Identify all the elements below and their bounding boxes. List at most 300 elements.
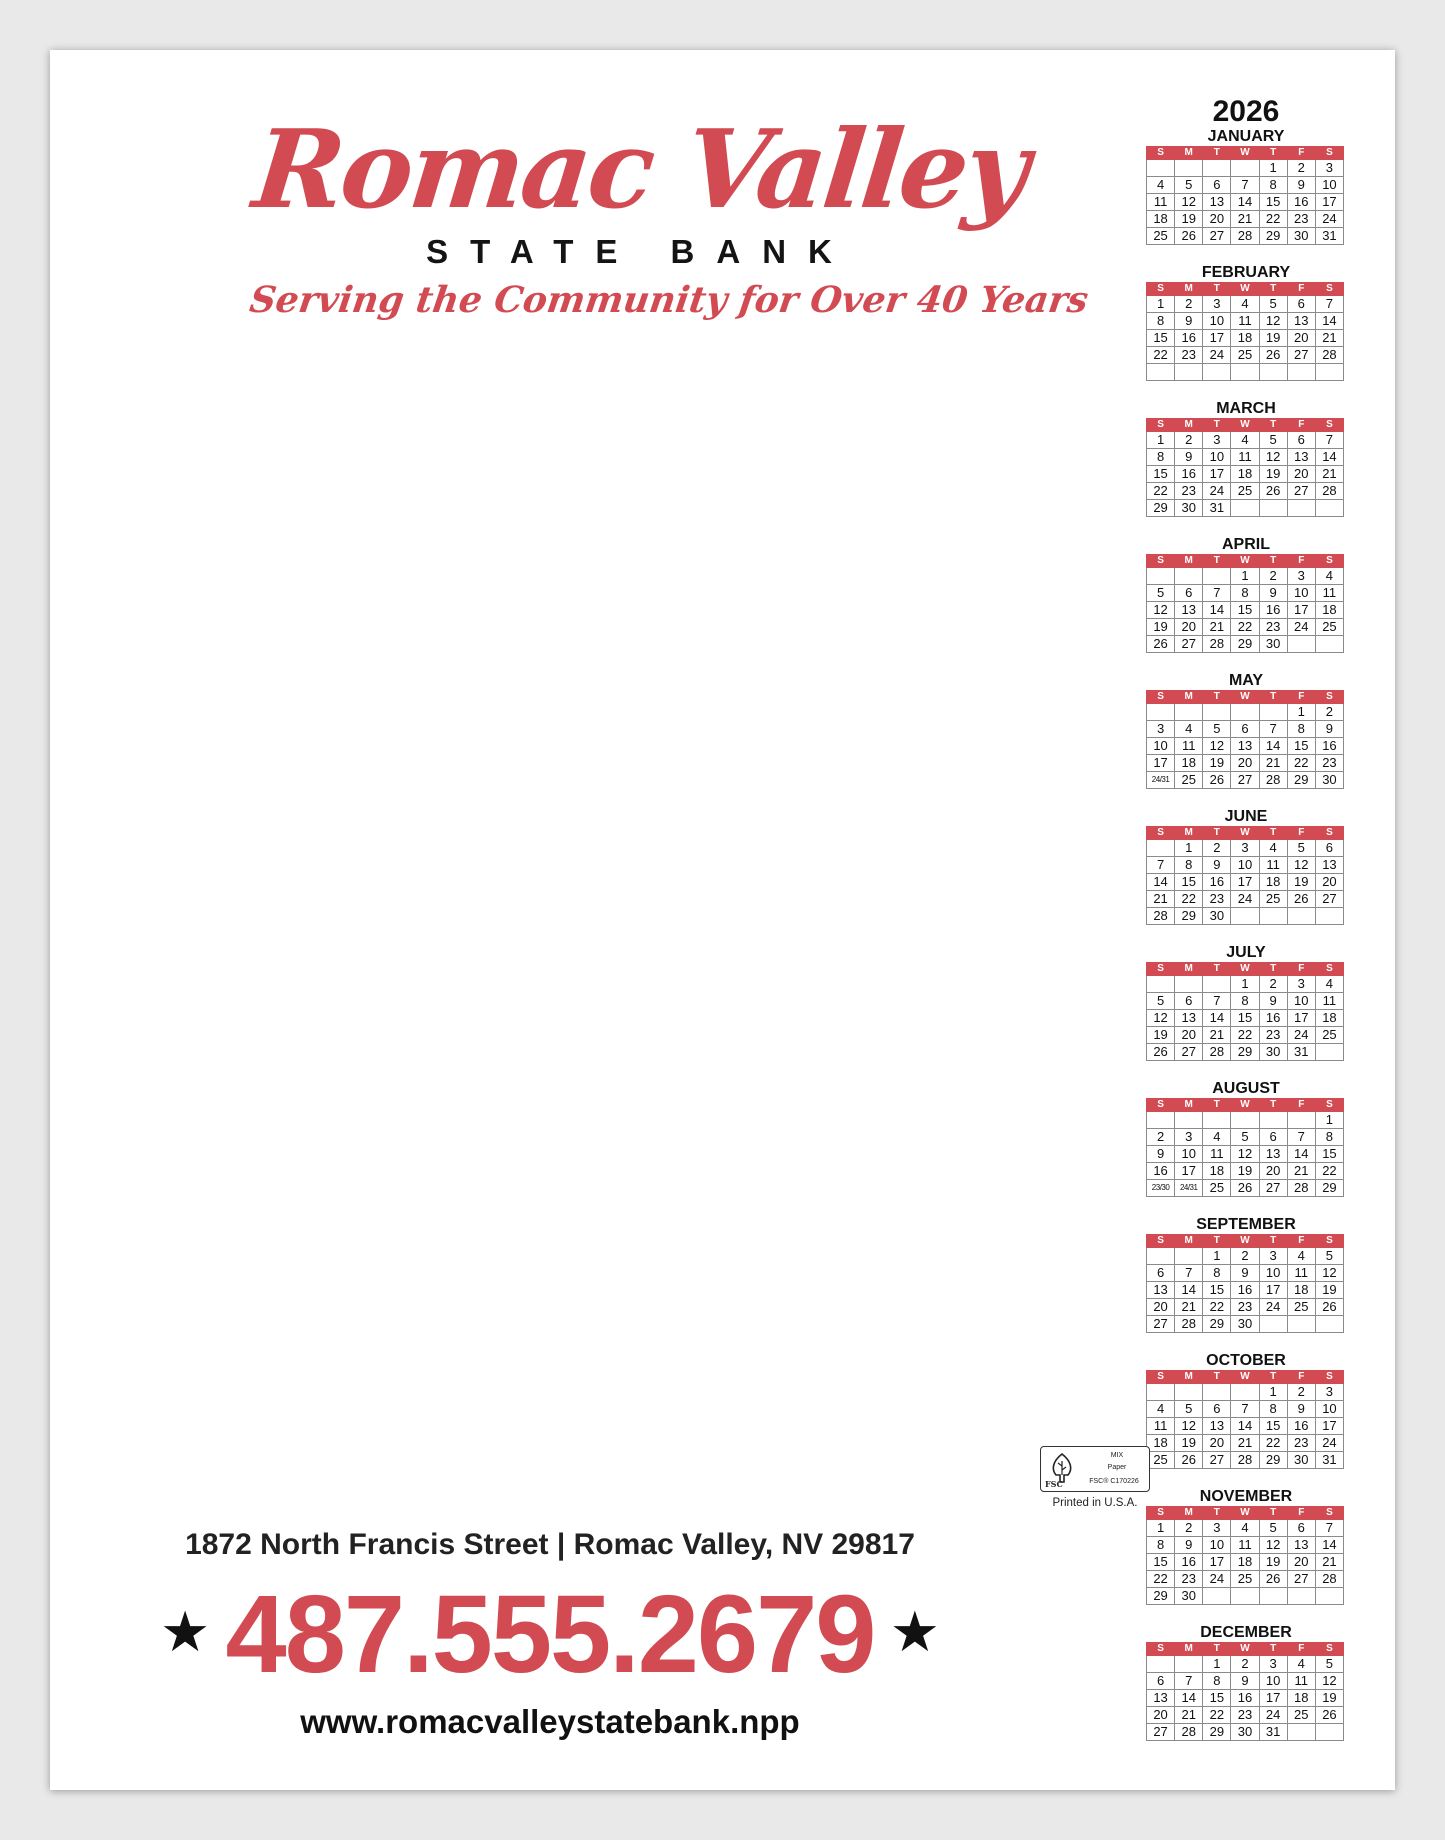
day-cell — [1175, 1656, 1203, 1673]
day-cell — [1287, 1316, 1315, 1333]
day-cell: 15 — [1203, 1282, 1231, 1299]
day-cell: 18 — [1259, 874, 1287, 891]
day-cell: 25 — [1231, 1571, 1259, 1588]
day-cell: 28 — [1315, 1571, 1343, 1588]
month-name: AUGUST — [1212, 1080, 1280, 1097]
day-cell: 23 — [1231, 1707, 1259, 1724]
day-cell: 20 — [1287, 330, 1315, 347]
day-cell: 29 — [1175, 908, 1203, 925]
day-cell: 18 — [1315, 602, 1343, 619]
day-cell: 26 — [1203, 772, 1231, 789]
weekday-header: T — [1203, 1099, 1231, 1112]
day-cell: 24 — [1203, 1571, 1231, 1588]
weekday-header: S — [1315, 147, 1343, 160]
day-cell: 7 — [1203, 585, 1231, 602]
day-cell: 3 — [1259, 1656, 1287, 1673]
fsc-mix-text: MIX — [1110, 1452, 1124, 1459]
day-cell: 17 — [1259, 1690, 1287, 1707]
day-cell: 4 — [1231, 432, 1259, 449]
day-cell: 22 — [1231, 1027, 1259, 1044]
day-cell: 30 — [1287, 228, 1315, 245]
day-cell: 28 — [1259, 772, 1287, 789]
day-cell — [1203, 364, 1231, 381]
day-cell: 1 — [1287, 704, 1315, 721]
day-cell: 3 — [1287, 568, 1315, 585]
weekday-header: F — [1287, 1235, 1315, 1248]
day-cell: 27 — [1231, 772, 1259, 789]
day-cell: 22 — [1259, 1435, 1287, 1452]
weekday-header: F — [1287, 1507, 1315, 1520]
day-cell: 6 — [1175, 993, 1203, 1010]
weekday-header: M — [1175, 1643, 1203, 1656]
day-cell: 12 — [1147, 602, 1175, 619]
website-url: www.romacvalleystatebank.npp — [300, 1703, 800, 1740]
weekday-header: T — [1203, 1235, 1231, 1248]
day-cell: 17 — [1203, 466, 1231, 483]
day-cell: 6 — [1231, 721, 1259, 738]
week-row — [1147, 1707, 1344, 1724]
day-cell — [1231, 1384, 1259, 1401]
weekday-header: T — [1259, 555, 1287, 568]
calendar-month — [1146, 1352, 1346, 1488]
day-cell: 12 — [1203, 738, 1231, 755]
month-name: APRIL — [1222, 536, 1270, 553]
day-cell: 10 — [1315, 1401, 1343, 1418]
day-cell: 24 — [1287, 1027, 1315, 1044]
day-cell: 16 — [1315, 738, 1343, 755]
day-cell: 16 — [1175, 330, 1203, 347]
day-cell: 11 — [1175, 738, 1203, 755]
day-cell: 3 — [1175, 1129, 1203, 1146]
weekday-header: T — [1259, 283, 1287, 296]
day-cell: 19 — [1287, 874, 1315, 891]
day-cell: 8 — [1259, 177, 1287, 194]
week-row — [1147, 466, 1344, 483]
day-cell: 24 — [1259, 1299, 1287, 1316]
month-grid — [1146, 418, 1344, 517]
day-cell: 29 — [1147, 1588, 1175, 1605]
day-cell: 31 — [1259, 1724, 1287, 1741]
year-calendar — [1146, 96, 1346, 1760]
day-cell: 30 — [1287, 1452, 1315, 1469]
day-cell: 30 — [1259, 636, 1287, 653]
day-cell: 11 — [1147, 194, 1175, 211]
day-cell — [1203, 976, 1231, 993]
week-row — [1147, 1724, 1344, 1741]
day-cell: 13 — [1203, 1418, 1231, 1435]
day-cell — [1315, 500, 1343, 517]
day-cell — [1315, 1044, 1343, 1061]
day-cell: 23 — [1231, 1299, 1259, 1316]
weekday-header: F — [1287, 691, 1315, 704]
day-cell: 16 — [1231, 1690, 1259, 1707]
day-cell: 11 — [1259, 857, 1287, 874]
weekday-header: T — [1203, 827, 1231, 840]
weekday-header-row — [1147, 1099, 1344, 1112]
day-cell: 27 — [1147, 1316, 1175, 1333]
calendar-month — [1146, 264, 1346, 400]
week-row — [1147, 1163, 1344, 1180]
day-cell: 4 — [1175, 721, 1203, 738]
month-name: JULY — [1226, 944, 1266, 961]
day-cell: 3 — [1203, 296, 1231, 313]
day-cell: 23 — [1259, 1027, 1287, 1044]
day-cell: 20 — [1175, 1027, 1203, 1044]
week-row — [1147, 1384, 1344, 1401]
weekday-header: W — [1231, 1507, 1259, 1520]
day-cell: 24 — [1287, 619, 1315, 636]
day-cell: 11 — [1287, 1265, 1315, 1282]
weekday-header: W — [1231, 555, 1259, 568]
week-row — [1147, 636, 1344, 653]
day-cell: 2 — [1287, 1384, 1315, 1401]
day-cell — [1175, 976, 1203, 993]
day-cell: 16 — [1203, 874, 1231, 891]
day-cell: 6 — [1259, 1129, 1287, 1146]
day-cell: 15 — [1175, 874, 1203, 891]
calendar-month — [1146, 808, 1346, 944]
weekday-header: W — [1231, 963, 1259, 976]
day-cell: 27 — [1287, 483, 1315, 500]
day-cell: 14 — [1231, 1418, 1259, 1435]
day-cell: 25 — [1147, 1452, 1175, 1469]
day-cell: 29 — [1259, 1452, 1287, 1469]
day-cell: 15 — [1231, 602, 1259, 619]
day-cell: 17 — [1147, 755, 1175, 772]
weekday-header: S — [1315, 963, 1343, 976]
day-cell: 10 — [1203, 313, 1231, 330]
weekday-header: M — [1175, 963, 1203, 976]
weekday-header: W — [1231, 691, 1259, 704]
day-cell: 5 — [1315, 1248, 1343, 1265]
day-cell: 9 — [1147, 1146, 1175, 1163]
weekday-header: T — [1203, 555, 1231, 568]
day-cell: 26 — [1147, 636, 1175, 653]
week-row — [1147, 585, 1344, 602]
day-cell: 22 — [1147, 1571, 1175, 1588]
weekday-header: T — [1259, 1371, 1287, 1384]
day-cell: 29 — [1315, 1180, 1343, 1197]
week-row — [1147, 1282, 1344, 1299]
day-cell: 27 — [1259, 1180, 1287, 1197]
day-cell: 24/31 — [1147, 772, 1175, 789]
day-cell: 6 — [1147, 1673, 1175, 1690]
weekday-header: F — [1287, 283, 1315, 296]
day-cell — [1231, 500, 1259, 517]
day-cell: 12 — [1175, 194, 1203, 211]
day-cell: 30 — [1259, 1044, 1287, 1061]
day-cell: 25 — [1259, 891, 1287, 908]
day-cell: 22 — [1203, 1299, 1231, 1316]
weekday-header: F — [1287, 1099, 1315, 1112]
day-cell: 4 — [1259, 840, 1287, 857]
weekday-header: T — [1259, 1643, 1287, 1656]
day-cell: 26 — [1315, 1299, 1343, 1316]
day-cell: 12 — [1147, 1010, 1175, 1027]
day-cell: 25 — [1315, 619, 1343, 636]
day-cell — [1287, 500, 1315, 517]
day-cell: 5 — [1315, 1656, 1343, 1673]
weekday-header: S — [1315, 1235, 1343, 1248]
day-cell: 24 — [1203, 347, 1231, 364]
day-cell: 22 — [1315, 1163, 1343, 1180]
calendar-year: 2026 — [1212, 95, 1280, 128]
day-cell: 2 — [1175, 296, 1203, 313]
day-cell: 2 — [1175, 1520, 1203, 1537]
day-cell: 28 — [1203, 636, 1231, 653]
day-cell: 1 — [1147, 1520, 1175, 1537]
day-cell: 25 — [1231, 483, 1259, 500]
weekday-header: W — [1231, 1099, 1259, 1112]
day-cell: 22 — [1203, 1707, 1231, 1724]
day-cell: 11 — [1315, 585, 1343, 602]
day-cell: 23 — [1175, 347, 1203, 364]
weekday-header-row — [1147, 827, 1344, 840]
day-cell: 19 — [1147, 1027, 1175, 1044]
day-cell: 10 — [1287, 585, 1315, 602]
day-cell: 15 — [1259, 194, 1287, 211]
week-row — [1147, 500, 1344, 517]
day-cell: 23 — [1175, 1571, 1203, 1588]
day-cell: 8 — [1231, 993, 1259, 1010]
day-cell: 23 — [1315, 755, 1343, 772]
day-cell: 20 — [1287, 466, 1315, 483]
day-cell: 21 — [1287, 1163, 1315, 1180]
day-cell: 13 — [1175, 602, 1203, 619]
week-row — [1147, 1588, 1344, 1605]
week-row — [1147, 976, 1344, 993]
day-cell — [1175, 1112, 1203, 1129]
day-cell: 30 — [1315, 772, 1343, 789]
printed-in-usa: Printed in U.S.A. — [1052, 1497, 1138, 1509]
weekday-header: M — [1175, 283, 1203, 296]
week-row — [1147, 1010, 1344, 1027]
day-cell: 17 — [1287, 602, 1315, 619]
day-cell: 19 — [1203, 755, 1231, 772]
day-cell: 27 — [1315, 891, 1343, 908]
week-row — [1147, 1112, 1344, 1129]
day-cell: 3 — [1315, 160, 1343, 177]
day-cell: 10 — [1203, 1537, 1231, 1554]
day-cell: 23/30 — [1147, 1180, 1175, 1197]
day-cell: 16 — [1147, 1163, 1175, 1180]
weekday-header-row — [1147, 691, 1344, 704]
day-cell: 5 — [1259, 296, 1287, 313]
fsc-logo-label: FSC — [1045, 1479, 1063, 1489]
weekday-header: F — [1287, 419, 1315, 432]
weekday-header: F — [1287, 963, 1315, 976]
day-cell: 7 — [1203, 993, 1231, 1010]
day-cell — [1231, 1112, 1259, 1129]
weekday-header: S — [1147, 691, 1175, 704]
month-name: DECEMBER — [1200, 1624, 1292, 1641]
day-cell: 4 — [1315, 976, 1343, 993]
week-row — [1147, 993, 1344, 1010]
week-row — [1147, 1418, 1344, 1435]
day-cell: 9 — [1231, 1673, 1259, 1690]
day-cell: 27 — [1203, 228, 1231, 245]
day-cell: 18 — [1147, 211, 1175, 228]
day-cell: 22 — [1287, 755, 1315, 772]
day-cell: 27 — [1147, 1724, 1175, 1741]
day-cell: 23 — [1259, 619, 1287, 636]
day-cell: 4 — [1147, 177, 1175, 194]
day-cell: 10 — [1259, 1673, 1287, 1690]
day-cell: 17 — [1287, 1010, 1315, 1027]
day-cell: 26 — [1175, 228, 1203, 245]
weekday-header-row — [1147, 1371, 1344, 1384]
week-row — [1147, 160, 1344, 177]
weekday-header: T — [1259, 419, 1287, 432]
day-cell: 9 — [1259, 993, 1287, 1010]
day-cell — [1147, 160, 1175, 177]
day-cell: 7 — [1175, 1673, 1203, 1690]
weekday-header: S — [1147, 555, 1175, 568]
week-row — [1147, 330, 1344, 347]
weekday-header: S — [1315, 419, 1343, 432]
day-cell: 24 — [1315, 211, 1343, 228]
day-cell: 21 — [1175, 1299, 1203, 1316]
day-cell — [1175, 1384, 1203, 1401]
week-row — [1147, 194, 1344, 211]
day-cell: 29 — [1287, 772, 1315, 789]
day-cell: 15 — [1287, 738, 1315, 755]
brand-tagline: Serving the Community for Over 40 Years — [247, 279, 1091, 321]
day-cell: 17 — [1203, 330, 1231, 347]
day-cell: 5 — [1259, 432, 1287, 449]
day-cell: 13 — [1203, 194, 1231, 211]
day-cell: 15 — [1259, 1418, 1287, 1435]
day-cell — [1287, 908, 1315, 925]
weekday-header: W — [1231, 827, 1259, 840]
day-cell: 13 — [1147, 1690, 1175, 1707]
day-cell: 26 — [1231, 1180, 1259, 1197]
day-cell — [1147, 1656, 1175, 1673]
week-row — [1147, 449, 1344, 466]
weekday-header: S — [1147, 283, 1175, 296]
calendar-month — [1146, 944, 1346, 1080]
weekday-header: S — [1315, 691, 1343, 704]
street-address: 1872 North Francis Street | Romac Valley, NV 29817 — [185, 1528, 915, 1561]
week-row — [1147, 296, 1344, 313]
day-cell: 21 — [1147, 891, 1175, 908]
day-cell: 15 — [1147, 466, 1175, 483]
day-cell — [1147, 976, 1175, 993]
day-cell: 28 — [1175, 1316, 1203, 1333]
day-cell: 13 — [1315, 857, 1343, 874]
day-cell — [1147, 364, 1175, 381]
day-cell: 3 — [1287, 976, 1315, 993]
day-cell: 17 — [1315, 1418, 1343, 1435]
day-cell: 13 — [1287, 449, 1315, 466]
day-cell: 15 — [1231, 1010, 1259, 1027]
day-cell: 18 — [1147, 1435, 1175, 1452]
month-name: SEPTEMBER — [1196, 1216, 1296, 1233]
day-cell: 13 — [1259, 1146, 1287, 1163]
day-cell: 8 — [1259, 1401, 1287, 1418]
day-cell: 25 — [1175, 772, 1203, 789]
weekday-header: M — [1175, 827, 1203, 840]
day-cell: 30 — [1231, 1316, 1259, 1333]
month-grid — [1146, 1234, 1344, 1333]
day-cell: 19 — [1315, 1690, 1343, 1707]
day-cell: 21 — [1231, 211, 1259, 228]
day-cell: 30 — [1231, 1724, 1259, 1741]
day-cell: 6 — [1147, 1265, 1175, 1282]
week-row — [1147, 1537, 1344, 1554]
week-row — [1147, 568, 1344, 585]
day-cell: 28 — [1175, 1724, 1203, 1741]
calendar-month — [1146, 1488, 1346, 1624]
day-cell: 28 — [1315, 347, 1343, 364]
weekday-header: M — [1175, 419, 1203, 432]
week-row — [1147, 483, 1344, 500]
day-cell: 8 — [1175, 857, 1203, 874]
day-cell: 13 — [1175, 1010, 1203, 1027]
day-cell — [1315, 1316, 1343, 1333]
day-cell: 28 — [1147, 908, 1175, 925]
day-cell: 20 — [1315, 874, 1343, 891]
day-cell: 25 — [1287, 1707, 1315, 1724]
day-cell: 12 — [1259, 449, 1287, 466]
weekday-header: T — [1203, 1371, 1231, 1384]
weekday-header: T — [1203, 1507, 1231, 1520]
day-cell: 1 — [1231, 976, 1259, 993]
weekday-header: M — [1175, 1507, 1203, 1520]
calendar-month — [1146, 400, 1346, 536]
day-cell — [1203, 1384, 1231, 1401]
day-cell — [1203, 1112, 1231, 1129]
day-cell: 5 — [1259, 1520, 1287, 1537]
weekday-header: S — [1315, 1507, 1343, 1520]
week-row — [1147, 1452, 1344, 1469]
day-cell: 21 — [1315, 466, 1343, 483]
day-cell: 9 — [1175, 1537, 1203, 1554]
weekday-header: W — [1231, 419, 1259, 432]
weekday-header: S — [1315, 1371, 1343, 1384]
day-cell: 11 — [1315, 993, 1343, 1010]
day-cell: 7 — [1287, 1129, 1315, 1146]
day-cell: 7 — [1315, 432, 1343, 449]
day-cell: 23 — [1203, 891, 1231, 908]
day-cell — [1287, 1112, 1315, 1129]
week-row — [1147, 432, 1344, 449]
weekday-header: M — [1175, 1235, 1203, 1248]
week-row — [1147, 1180, 1344, 1197]
weekday-header: T — [1203, 963, 1231, 976]
day-cell: 22 — [1259, 211, 1287, 228]
calendar-month — [1146, 1624, 1346, 1760]
day-cell: 24 — [1231, 891, 1259, 908]
day-cell: 5 — [1287, 840, 1315, 857]
day-cell — [1203, 160, 1231, 177]
day-cell: 22 — [1147, 347, 1175, 364]
day-cell: 24 — [1315, 1435, 1343, 1452]
day-cell: 31 — [1315, 228, 1343, 245]
day-cell: 8 — [1147, 1537, 1175, 1554]
weekday-header-row — [1147, 1235, 1344, 1248]
day-cell: 29 — [1203, 1316, 1231, 1333]
day-cell: 12 — [1259, 313, 1287, 330]
calendar-month — [1146, 1216, 1346, 1352]
month-grid — [1146, 554, 1344, 653]
day-cell: 23 — [1287, 211, 1315, 228]
day-cell — [1203, 704, 1231, 721]
weekday-header-row — [1147, 147, 1344, 160]
month-grid — [1146, 826, 1344, 925]
day-cell: 10 — [1147, 738, 1175, 755]
day-cell: 26 — [1147, 1044, 1175, 1061]
